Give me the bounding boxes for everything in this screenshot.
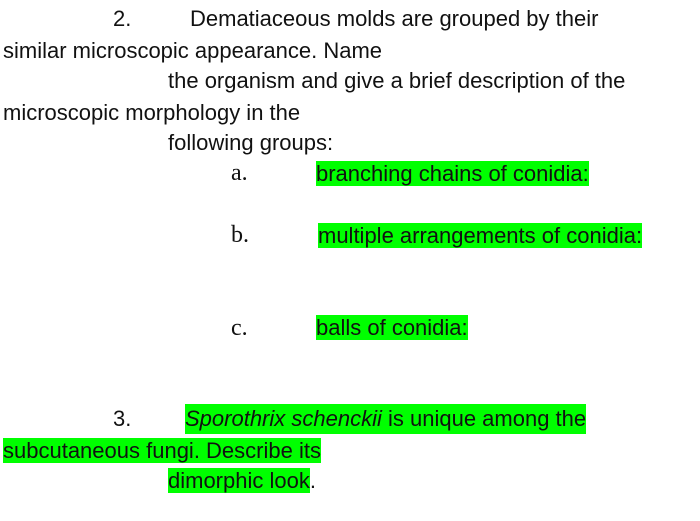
q2-item-b-letter: b. xyxy=(231,222,249,248)
q2-item-b-text xyxy=(318,221,642,251)
q3-text-line2: subcutaneous fungi. Describe its xyxy=(3,438,321,463)
q3-line-3 xyxy=(168,466,316,496)
q2-item-a-letter: a. xyxy=(231,160,248,186)
q2-text-line1: Dematiaceous molds are grouped by their xyxy=(190,6,599,31)
q2-text-line3: the organism and give a brief description of the xyxy=(168,68,626,93)
q3-text-line3-end: . xyxy=(309,468,316,493)
q2-item-a-highlight: branching chains of conidia: xyxy=(316,161,589,186)
q2-item-c-highlight: balls of conidia: xyxy=(316,315,468,340)
q2-item-c-letter: c. xyxy=(231,315,248,341)
q3-number: 3. xyxy=(113,406,132,431)
q3-text-line1-rest: is unique among the xyxy=(381,406,587,431)
q2-item-c-text xyxy=(316,313,468,343)
q2-item-b-highlight: multiple arrangements of conidia: xyxy=(318,223,643,248)
q3-text-line3: dimorphic look xyxy=(168,468,310,493)
q2-number: 2. xyxy=(113,6,132,31)
q3-organism-name: Sporothrix schenckii xyxy=(185,406,382,431)
q3-line-2 xyxy=(3,436,321,466)
q2-text-line2: similar microscopic appearance. Name xyxy=(3,38,383,63)
q2-text-line5: following groups: xyxy=(168,130,334,155)
q3-text-line1 xyxy=(185,404,586,434)
q2-text-line4: microscopic morphology in the xyxy=(3,100,301,125)
q2-item-a-text xyxy=(316,159,589,189)
